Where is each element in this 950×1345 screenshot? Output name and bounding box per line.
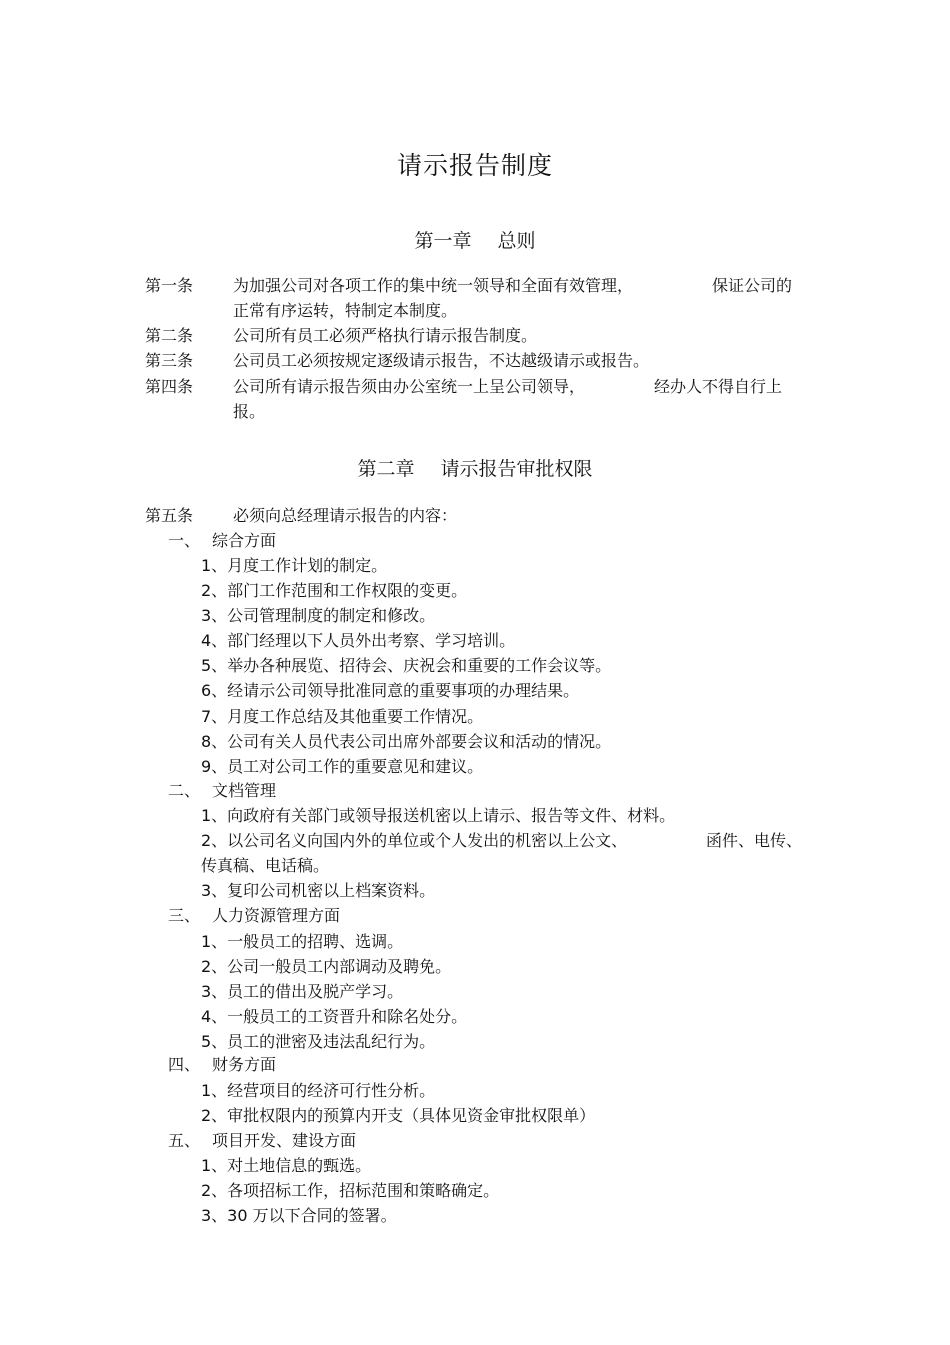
section-4-name: 财务方面: [212, 1055, 277, 1074]
chapter-2-name: 请示报告审批权限: [440, 458, 593, 480]
list-item-continuation: 传真稿、电话稿。: [201, 856, 330, 875]
list-item: 7、月度工作总结及其他重要工作情况。: [201, 707, 484, 726]
section-3-name: 人力资源管理方面: [212, 906, 341, 925]
section-3-heading: [168, 905, 340, 927]
article-1-text-part1: 为加强公司对各项工作的集中统一领导和全面有效管理，: [233, 276, 634, 295]
chapter-2-heading: [0, 456, 950, 482]
list-item: 4、一般员工的工资晋升和除名处分。: [201, 1007, 468, 1026]
article-4-label: 第四条: [145, 377, 194, 396]
list-item: 2、以公司名义向国内外的单位或个人发出的机密以上公文、: [201, 831, 628, 850]
list-item: 3、员工的借出及脱产学习。: [201, 982, 404, 1001]
article-4-text-part2: 经办人不得自行上: [654, 377, 783, 396]
article-4-text-part1: 公司所有请示报告须由办公室统一上呈公司领导，: [233, 377, 586, 396]
section-5-number: 五、: [168, 1131, 201, 1150]
list-item: 1、经营项目的经济可行性分析。: [201, 1081, 436, 1100]
list-item: 3、公司管理制度的制定和修改。: [201, 606, 436, 625]
section-1-name: 综合方面: [212, 531, 277, 550]
list-item: 2、公司一般员工内部调动及聘免。: [201, 957, 452, 976]
article-5-label: 第五条: [145, 506, 194, 525]
section-2-number: 二、: [168, 781, 201, 800]
section-4-heading: [168, 1054, 276, 1076]
article-2-text: 公司所有员工必须严格执行请示报告制度。: [233, 326, 538, 345]
section-4-number: 四、: [168, 1055, 201, 1074]
article-4-text-line2: 报。: [233, 402, 266, 421]
article-1-label: 第一条: [145, 276, 194, 295]
list-item: 3、30 万以下合同的签署。: [201, 1206, 397, 1225]
article-2-label: 第二条: [145, 326, 194, 345]
list-item: 5、员工的泄密及违法乱纪行为。: [201, 1032, 436, 1051]
list-item: 6、经请示公司领导批准同意的重要事项的办理结果。: [201, 681, 580, 700]
section-1-heading: [168, 530, 276, 552]
list-item: 4、部门经理以下人员外出考察、学习培训。: [201, 631, 516, 650]
list-item: 3、复印公司机密以上档案资料。: [201, 881, 436, 900]
list-item: 5、举办各种展览、招待会、庆祝会和重要的工作会议等。: [201, 656, 612, 675]
section-3-number: 三、: [168, 906, 201, 925]
chapter-1-number: 第一章: [414, 230, 472, 252]
article-3-text: 公司员工必须按规定逐级请示报告，不达越级请示或报告。: [233, 351, 650, 370]
article-1-text-part2: 保证公司的: [712, 276, 793, 295]
list-item: 1、向政府有关部门或领导报送机密以上请示、报告等文件、材料。: [201, 806, 676, 825]
list-item: 2、部门工作范围和工作权限的变更。: [201, 581, 468, 600]
list-item: 1、月度工作计划的制定。: [201, 556, 388, 575]
list-item: 9、员工对公司工作的重要意见和建议。: [201, 757, 484, 776]
chapter-2-number: 第二章: [357, 458, 415, 480]
document-title: 请示报告制度: [396, 151, 553, 180]
section-5-name: 项目开发、建设方面: [212, 1131, 357, 1150]
chapter-1-heading: [0, 228, 950, 254]
article-3-label: 第三条: [145, 351, 194, 370]
list-item: 1、一般员工的招聘、选调。: [201, 932, 404, 951]
section-2-name: 文档管理: [212, 781, 277, 800]
chapter-1-name: 总则: [497, 230, 536, 252]
section-2-heading: [168, 780, 276, 802]
article-1-text-line2: 正常有序运转，特制定本制度。: [233, 301, 458, 320]
list-item: 2、审批权限内的预算内开支（具体见资金审批权限单）: [201, 1106, 596, 1125]
list-item-continuation: 函件、电传、: [706, 831, 803, 850]
article-5-text: 必须向总经理请示报告的内容：: [233, 506, 458, 525]
section-1-number: 一、: [168, 531, 201, 550]
list-item: 2、各项招标工作，招标范围和策略确定。: [201, 1181, 500, 1200]
list-item: 1、对土地信息的甄选。: [201, 1156, 372, 1175]
list-item: 8、公司有关人员代表公司出席外部要会议和活动的情况。: [201, 732, 612, 751]
section-5-heading: [168, 1130, 356, 1152]
